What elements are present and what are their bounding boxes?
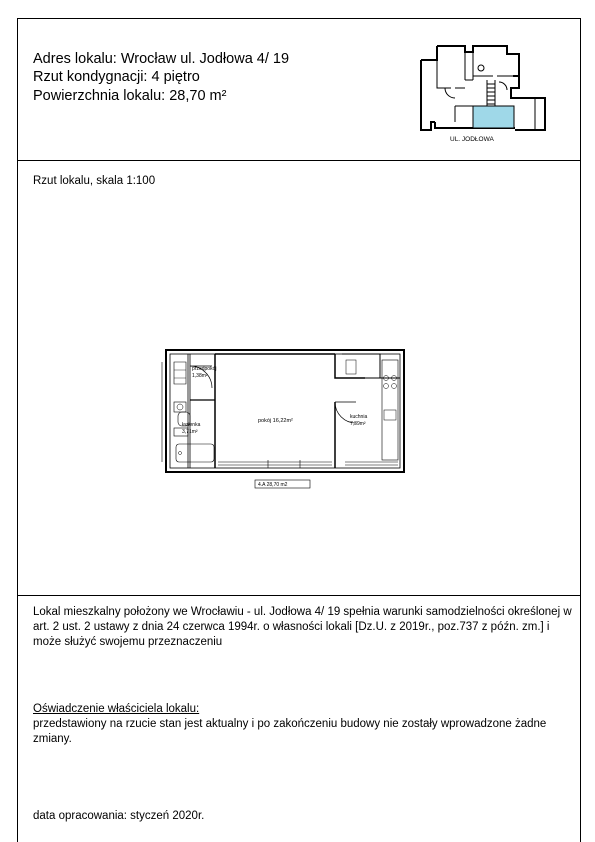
header-divider: [17, 160, 581, 161]
floor-value: 4 piętro: [151, 69, 200, 85]
kitchen-area: 7,39m²: [350, 421, 366, 427]
area-line: [33, 87, 226, 105]
unit-tag: 4.A 28,70 m2: [258, 482, 288, 488]
declaration-block: [33, 702, 573, 747]
hall-area: 1,38m²: [192, 373, 208, 379]
declaration-text: przedstawiony na rzucie stan jest aktualny i po zakończeniu budowy nie zostały wprowadzone żadne zmiany.: [33, 718, 547, 745]
statement-block: [33, 605, 573, 650]
area-label: Powierzchnia lokalu:: [33, 88, 166, 104]
address-value: Wrocław ul. Jodłowa 4/ 19: [120, 51, 290, 67]
unit-highlight: [473, 106, 514, 128]
area-value: 28,70 m²: [169, 88, 227, 104]
address-label: Adres lokalu:: [33, 51, 117, 67]
statement-text: Lokal mieszkalny położony we Wrocławiu - ul. Jodłowa 4/ 19 spełnia warunki samodzielności określonej w art. 2 ust. 2 ustawy z dnia 24 czerwca 1994r. o własności lokali [Dz.U. z 2019r., poz.737 z późn. zm.] i może służyć swojemu przeznaczeniu: [33, 606, 572, 648]
plan-caption: Rzut lokalu, skala 1:100: [33, 175, 156, 187]
key-plan-diagram: [415, 40, 555, 150]
floor-line: [33, 68, 200, 86]
hall-name: przedpokój: [192, 366, 217, 372]
address-line: [33, 50, 289, 68]
floor-label: Rzut kondygnacji:: [33, 69, 148, 85]
floor-plan-diagram: [160, 340, 410, 495]
declaration-title: Oświadczenie właściciela lokalu:: [33, 703, 200, 715]
living-room-label: pokój 16,22m²: [258, 418, 293, 424]
kitchen-name: kuchnia: [350, 414, 368, 420]
date-text: data opracowania: styczeń 2020r.: [33, 810, 205, 822]
bath-area: 3,71m²: [182, 429, 198, 435]
street-label: UL. JODŁOWA: [450, 136, 494, 143]
plan-divider: [17, 595, 581, 596]
bath-name: łazienka: [182, 422, 201, 428]
